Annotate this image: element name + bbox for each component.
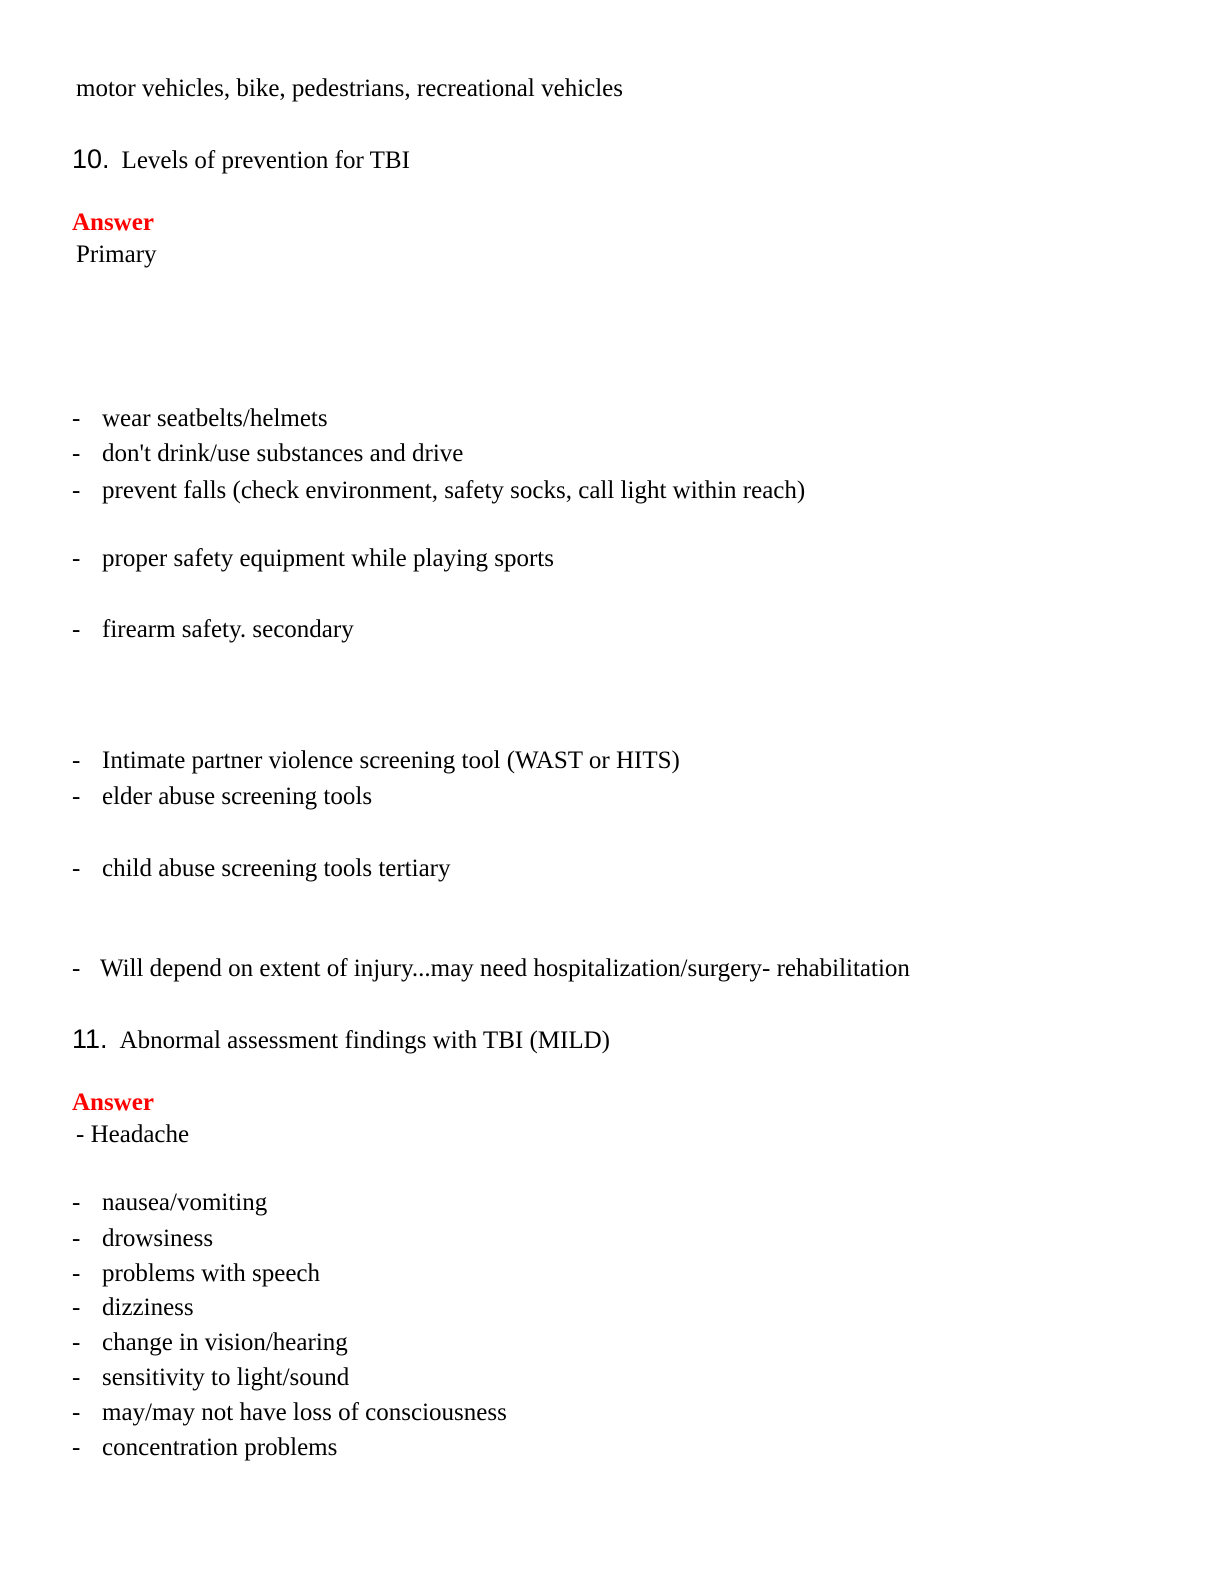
bullet-dash: -	[72, 747, 81, 774]
bullet-dash: -	[72, 440, 81, 467]
bullet-dash: -	[72, 1434, 81, 1461]
question-11	[72, 1024, 610, 1056]
bullet-dash: -	[72, 1294, 81, 1321]
answer-label: Answer	[72, 209, 154, 236]
bullet-dash: -	[72, 616, 81, 643]
bullet-dash: -	[72, 405, 81, 432]
bullet-dash: -	[72, 855, 81, 882]
bullet-dash: -	[72, 1260, 81, 1287]
question-10	[72, 144, 410, 176]
question-number: 10.	[72, 144, 110, 174]
bullet-dash: -	[72, 783, 81, 810]
bullet-dash: -	[72, 1399, 81, 1426]
bullet-dash: -	[72, 955, 81, 982]
question-text: Levels of prevention for TBI	[121, 147, 410, 174]
question-number: 11.	[72, 1024, 108, 1054]
answer-first-line: - Headache	[76, 1121, 190, 1148]
bullet-dash: -	[72, 1225, 81, 1252]
question-text: Abnormal assessment findings with TBI (MILD)	[119, 1027, 610, 1054]
bullet-dash: -	[72, 1329, 81, 1356]
bullet-dash: -	[72, 1189, 81, 1216]
answer-first-line: Primary	[76, 241, 157, 268]
bullet-dash: -	[72, 477, 81, 504]
answer-label: Answer	[72, 1089, 154, 1116]
bullet-dash: -	[72, 545, 81, 572]
bullet-dash: -	[72, 1364, 81, 1391]
intro-line: motor vehicles, bike, pedestrians, recreational vehicles	[76, 75, 624, 102]
